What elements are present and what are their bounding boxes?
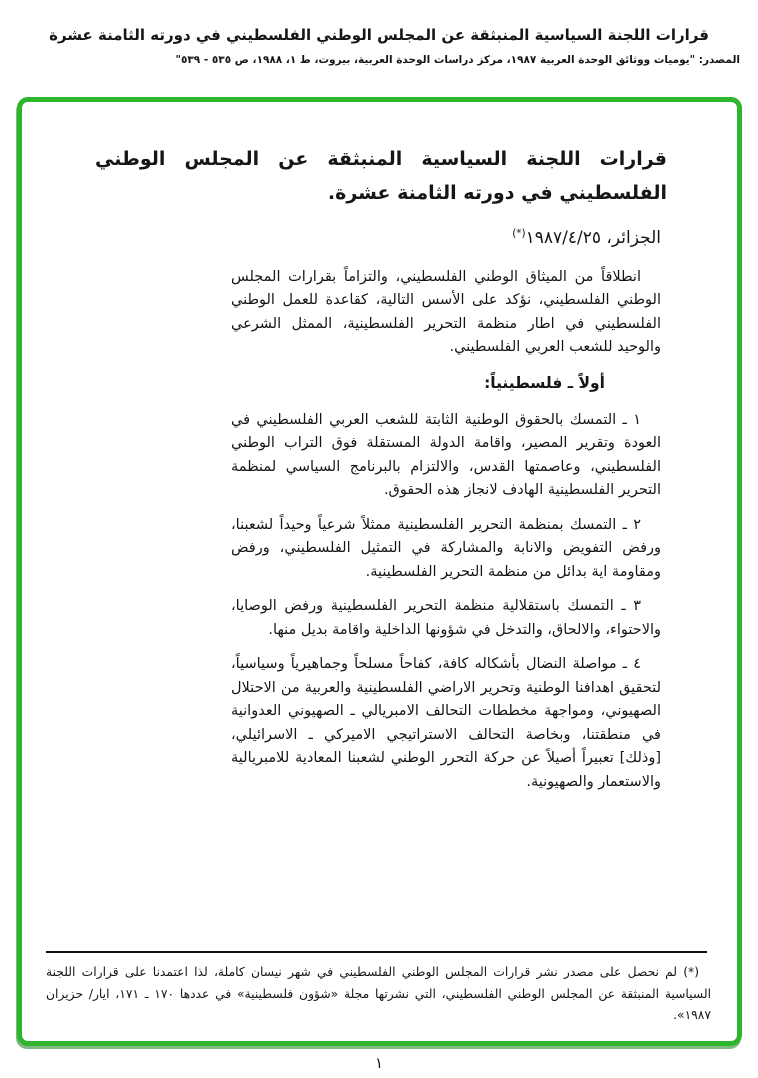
document-frame: [17, 97, 742, 1046]
dateline-text: الجزائر، ١٩٨٧/٤/٢٥: [525, 228, 661, 249]
footnote-separator: [46, 951, 707, 953]
document-body: [231, 266, 661, 794]
document-title: قرارات اللجنة السياسية المنبثقة عن المجلس الوطني الفلسطيني في دورته الثامنة عشرة.: [95, 148, 667, 205]
source-line: المصدر: "يوميات ووثائق الوحدة العربية ١٩٨٧، مركز دراسات الوحدة العربية، بيروت، ط ١، ١٩٨٨، ص ٥٣٥ - ٥٣٩": [175, 53, 740, 66]
footnote-text: (*) لم نحصل على مصدر نشر قرارات المجلس الوطني الفلسطيني في شهر نيسان كاملة، لذا اعتمدنا على قرارات اللجنة السياسية المنبثقة عن المجلس الوطني الفلسطيني، التي نشرتها مجلة «شؤون فلسطينية» في عددها ١٧٠ ـ ١٧١، ايار/ حزيران ١٩٨٧».: [46, 965, 712, 1023]
section-heading: أولاً ـ فلسطينياً:: [484, 373, 605, 392]
page-header: [0, 0, 758, 67]
footnote-area: [46, 951, 711, 1027]
header-title: قرارات اللجنة السياسية المنبثقة عن المجلس الوطني الفلسطيني في دورته الثامنة عشرة: [49, 26, 709, 44]
resolution-item-3: ٣ ـ التمسك باستقلالية منظمة التحرير الفلسطينية ورفض الوصايا، والاحتواء، والالحاق، والتدخل في شؤونها الداخلية واقامة بديل منها.: [231, 598, 661, 638]
dateline: [22, 226, 661, 252]
resolution-item-4: ٤ ـ مواصلة النضال بأشكاله كافة، كفاحاً مسلحاً وجماهيرياً وسياسياً، لتحقيق اهدافنا الوطنية وتحرير الاراضي الفلسطينية والعربية من الاحتلال الصهيوني، ومواجهة مخططات التحالف الامبريالي ـ الصهيوني العدوانية في منطقتنا، وبخاصة التحالف الاستراتيجي الاميركي ـ الاسرائيلي، [وذلك] تعبيراً أصيلاً عن حركة التحرر الوطني لشعبنا المعادية للامبريالية والاستعمار والصهيونية.: [231, 656, 661, 790]
page-number: ١: [374, 1054, 384, 1072]
resolution-item-1: ١ ـ التمسك بالحقوق الوطنية الثابتة للشعب العربي الفلسطيني في العودة وتقرير المصير، واقامة الدولة المستقلة فوق التراب الوطني الفلسطيني، وعاصمتها القدس، والالتزام بالبرنامج السياسي لمنظمة التحرير الفلسطينية الهادف لانجاز هذه الحقوق.: [231, 411, 661, 499]
resolution-item-2: ٢ ـ التمسك بمنظمة التحرير الفلسطينية ممثلاً شرعياً وحيداً لشعبنا، ورفض التفويض والانابة والمشاركة في التمثيل الفلسطيني، ورفض ومقاومة اية بدائل من منظمة التحرير الفلسطينية.: [231, 516, 661, 580]
intro-paragraph: انطلاقاً من الميثاق الوطني الفلسطيني، والتزاماً بقرارات المجلس الوطني الفلسطيني، نؤكد على الأسس التالية، كقاعدة للعمل الوطني الفلسطيني في اطار منظمة التحرير الفلسطينية، الممثل الشرعي والوحيد للشعب العربي الفلسطيني.: [231, 268, 661, 356]
footnote-marker-ref: (*): [512, 227, 526, 240]
